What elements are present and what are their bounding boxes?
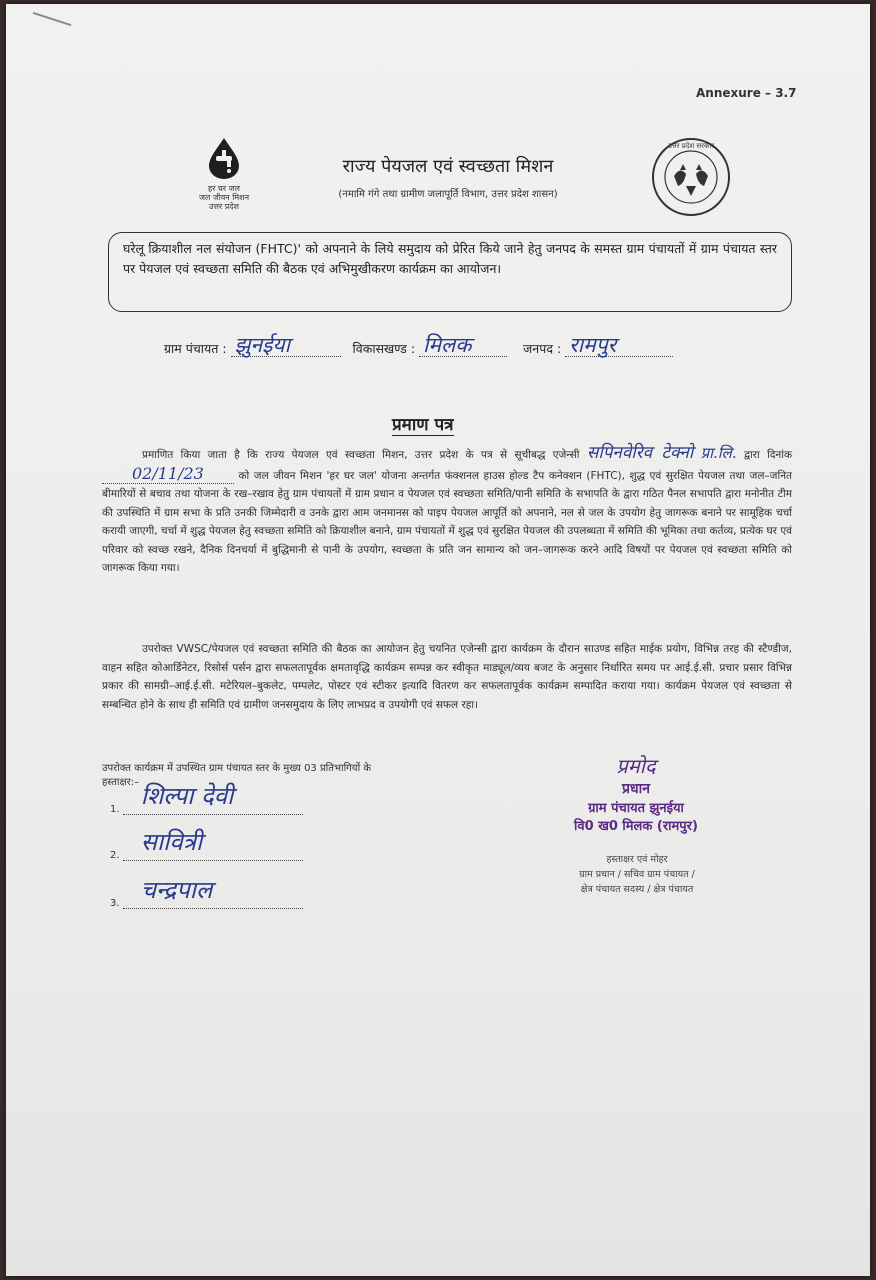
stamp-footer-2: ग्राम प्रधान / सचिव ग्राम पंचायत / [579, 869, 695, 880]
har-ghar-jal-logo [192, 136, 256, 211]
stamp-line-2: वि0 ख0 मिलक (रामपुर) [574, 819, 698, 834]
vikaskhand-value: मिलक [419, 334, 507, 357]
vikaskhand-label: विकासखण्ड : [352, 341, 416, 356]
stamp-line-1: ग्राम पंचायत झुनईया [588, 801, 684, 816]
certificate-title: प्रमाण पत्र [392, 412, 454, 436]
programme-description-box: घरेलू क्रियाशील नल संयोजन (FHTC)' को अपनाने के लिये समुदाय को प्रेरित किये जाने हेतु जनपद के समस्त ग्राम पंचायतों में ग्राम पंचायत स्तर पर पेयजल एवं स्वच्छता समिति की बैठक एवं अभिमुखीकरण कार्यक्रम का आयोजन। [108, 232, 792, 312]
pradhan-signature: प्रमोद [616, 754, 656, 778]
signatory-num: 2. [110, 850, 120, 861]
pradhan-stamp [536, 752, 736, 834]
water-drop-tap-icon [204, 136, 244, 180]
signatory-name: शिल्पा देवी [140, 782, 234, 810]
certificate-paragraph-2: उपरोक्त VWSC/पेयजल एवं स्वच्छता समिति की बैठक का आयोजन हेतु चयनित एजेन्सी द्वारा कार्यक्रम के दौरान साउण्ड सहित माईक प्रयोग, विभिन्न तरह की स्टैण्डीज, वाहन सहित कोआर्डिनेटर, रिसोर्स पर्सन द्वारा सफलतापूर्वक क्षमतावृद्धि कार्यक्रम सम्पन्न कर स्वीकृत माड्यूल/व्यय बजट के अनुसार निर्धारित समय पर आई.ई.सी. प्रचार प्रसार विभिन्न प्रकार की सामग्री–आई.ई.सी. मटेरियल–बुकलेट, पम्पलेट, पोस्टर एवं स्टीकर इत्यादि वितरण कर सफलतापूर्वक कार्यक्रम सम्पादित कराया गया। कार्यक्रम पेयजल एवं स्वच्छता से सम्बन्धित होने के साथ ही समिति एवं ग्रामीण जनसमुदाय के लिए लाभप्रद व उपयोगी एवं सफल रहा। [102, 643, 792, 711]
stamp-footer [542, 852, 732, 897]
signatory-num: 3. [110, 898, 120, 909]
location-fields [164, 334, 764, 357]
logo-text-1: हर घर जल [208, 184, 240, 193]
signatory-row-1 [110, 782, 310, 815]
para1-lead: प्रमाणित किया जाता है कि राज्य पेयजल एवं स्वच्छता मिशन, उत्तर प्रदेश के पत्र से सूचीबद्ध एजेन्सी [142, 449, 580, 461]
document-page [6, 4, 870, 1276]
staple-pin [33, 12, 72, 26]
signatory-name: चन्द्रपाल [140, 876, 213, 904]
signatory-num: 1. [110, 804, 120, 815]
certificate-paragraph-1 [102, 444, 792, 578]
agency-name-handwritten: सपिनवेरिव टेक्नो [586, 443, 694, 463]
mission-subtitle: (नमामि गंगे तथा ग्रामीण जलापूर्ति विभाग, उत्तर प्रदेश शासन) [338, 189, 558, 200]
signatory-name: सावित्री [140, 828, 203, 856]
stamp-footer-3: क्षेत्र पंचायत सदस्य / क्षेत्र पंचायत [580, 884, 694, 895]
logo-text-3: उत्तर प्रदेश [209, 202, 239, 211]
janpad-value: रामपुर [565, 334, 673, 357]
signatory-row-2 [110, 828, 310, 861]
signatories-intro-text: उपरोक्त कार्यक्रम में उपस्थित ग्राम पंचायत स्तर के मुख्य 03 प्रतिभागियों के [102, 763, 372, 774]
gram-panchayat-value: झुनईया [231, 334, 341, 357]
agency-suffix-handwritten: प्रा.लि. [700, 444, 737, 462]
pradhan-role: प्रधान [622, 781, 650, 797]
logo-text-2: जल जीवन मिशन [198, 193, 250, 202]
date-handwritten: 02/11/23 [102, 464, 234, 484]
annexure-label: Annexure – 3.7 [696, 86, 797, 100]
gram-panchayat-label: ग्राम पंचायत : [164, 341, 227, 356]
para1-rest: को जल जीवन मिशन 'हर घर जल' योजना अन्तर्गत फंक्शनल हाउस होल्ड टैप कनेक्शन (FHTC), शुद्ध एवं सुरक्षित पेयजल तथा जल–जनित बीमारियों से बचाव तथा योजना के रख–रखाव हेतु ग्राम पंचायतों में ग्राम प्रधान व पेयजल एवं स्वच्छता समिति/पानी समिति के सभापति के द्वारा गठित पैनल सभापति द्वारा मनोनीत टीम की उपस्थिति में ग्राम सभा के प्रति उनकी जिम्मेदारी व उनके द्वारा आम जनमानस को पाइप पेयजल आपूर्ति को अपनाने, नल से जल के उपयोग हेतु जागरूक बनाने पर सामूहिक चर्चा करायी जाएगी, चर्चा में शुद्ध पेयजल हेतु स्वच्छता समिति को क्रियाशील बनाने, ग्राम पंचायतों में शुद्ध एवं सुरक्षित पेयजल की उपलब्धता में समिति की भूमिका तथा कर्तव्य, प्रत्येक घर एवं परिवार को स्वच्छ रखने, दैनिक दिनचर्या में बुद्धिमानी से पानी के उपयोग, स्वच्छता के प्रति जन सामान्य को जन–जागरूक करने आदि विषयों पर पेयजल एवं स्वच्छता समिति को जागरूक किया गया। [102, 469, 793, 574]
signatory-row-3 [110, 876, 310, 909]
mission-title: राज्य पेयजल एवं स्वच्छता मिशन [342, 156, 554, 177]
date-label: द्वारा दिनांक [743, 449, 793, 461]
seal-text: उत्तर प्रदेश सरकार [667, 142, 715, 150]
signatories-label: हस्ताक्षर:– [102, 777, 140, 788]
janpad-label: जनपद : [523, 341, 562, 356]
stamp-footer-1: हस्ताक्षर एवं मोहर [606, 854, 668, 865]
